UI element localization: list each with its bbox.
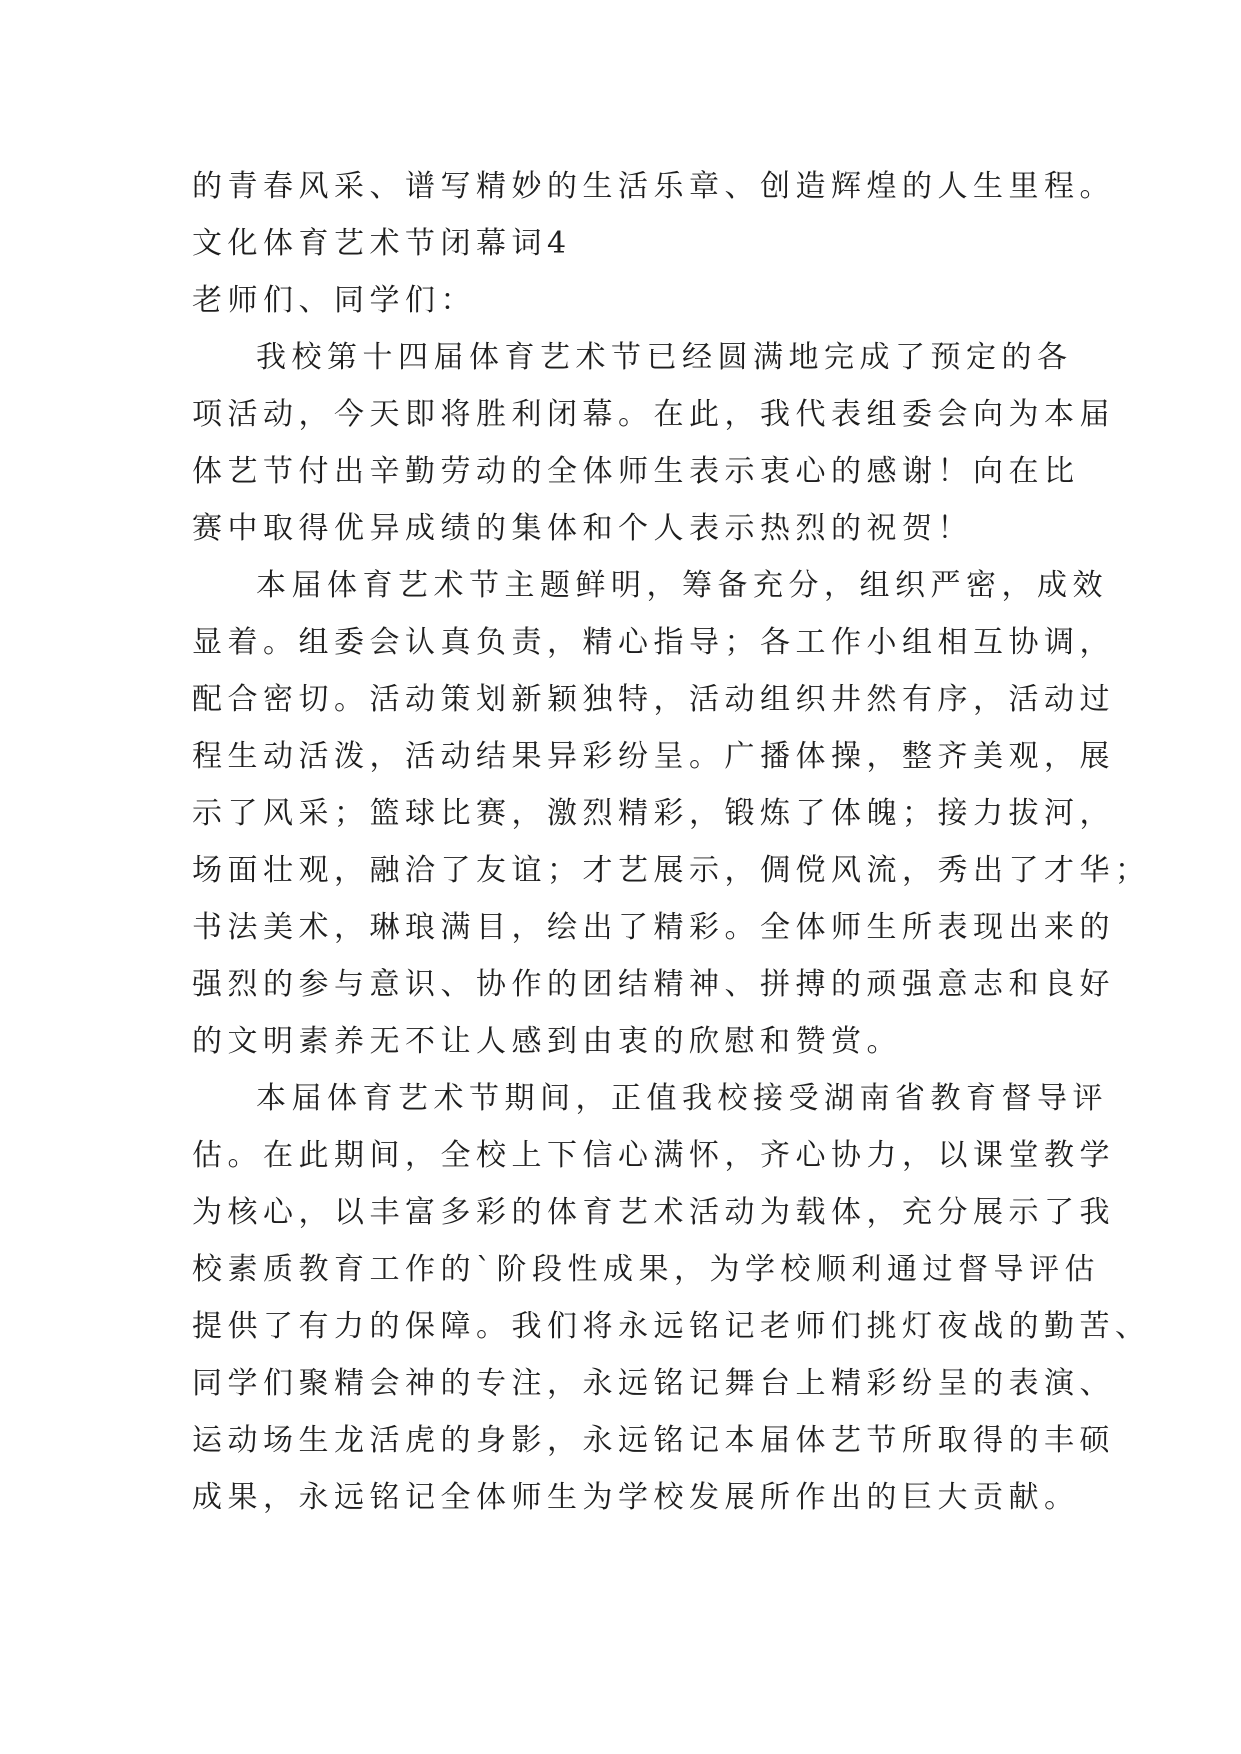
paragraph-line: 我校第十四届体育艺术节已经圆满地完成了预定的各	[256, 340, 1073, 375]
paragraph-line: 配合密切。活动策划新颖独特，活动组织井然有序，活动过	[192, 682, 1115, 717]
paragraph-line: 显着。组委会认真负责，精心指导；各工作小组相互协调，	[192, 625, 1115, 660]
paragraph-line: 估。在此期间，全校上下信心满怀，齐心协力，以课堂教学	[192, 1138, 1115, 1173]
paragraph-line: 赛中取得优异成绩的集体和个人表示热烈的祝贺！	[192, 511, 973, 546]
paragraph-2	[192, 557, 1151, 1070]
paragraph-line: 书法美术，琳琅满目，绘出了精彩。全体师生所表现出来的	[192, 910, 1115, 945]
paragraph-line: 本届体育艺术节主题鲜明，筹备充分，组织严密，成效	[256, 568, 1108, 603]
paragraph-line: 运动场生龙活虎的身影，永远铭记本届体艺节所取得的丰硕	[192, 1423, 1115, 1458]
paragraph-line: 同学们聚精会神的专注，永远铭记舞台上精彩纷呈的表演、	[192, 1366, 1115, 1401]
continuation-line: 的青春风采、谱写精妙的生活乐章、创造辉煌的人生里程。	[192, 169, 1115, 204]
paragraph-line: 项活动，今天即将胜利闭幕。在此，我代表组委会向为本届	[192, 397, 1115, 432]
paragraph-line: 本届体育艺术节期间，正值我校接受湖南省教育督导评	[256, 1081, 1108, 1116]
paragraph-3	[192, 1070, 1151, 1526]
paragraph-line: 程生动活泼，活动结果异彩纷呈。广播体操，整齐美观，展	[192, 739, 1115, 774]
paragraph-line: 场面壮观，融洽了友谊；才艺展示，倜傥风流，秀出了才华；	[192, 853, 1151, 888]
paragraph-line: 强烈的参与意识、协作的团结精神、拼搏的顽强意志和良好	[192, 967, 1115, 1002]
paragraph-line: 提供了有力的保障。我们将永远铭记老师们挑灯夜战的勤苦、	[192, 1309, 1151, 1344]
section-title: 文化体育艺术节闭幕词4	[192, 226, 572, 261]
paragraph-line: 的文明素养无不让人感到由衷的欣慰和赞赏。	[192, 1024, 902, 1059]
paragraph-line: 为核心，以丰富多彩的体育艺术活动为载体，充分展示了我	[192, 1195, 1115, 1230]
paragraph-1	[192, 329, 1115, 557]
paragraph-line: 体艺节付出辛勤劳动的全体师生表示衷心的感谢！向在比	[192, 454, 1080, 489]
salutation: 老师们、同学们：	[192, 283, 476, 318]
paragraph-line: 校素质教育工作的`阶段性成果，为学校顺利通过督导评估	[192, 1252, 1100, 1287]
paragraph-line: 成果，永远铭记全体师生为学校发展所作出的巨大贡献。	[192, 1480, 1080, 1515]
paragraph-line: 示了风采；篮球比赛，激烈精彩，锻炼了体魄；接力拔河，	[192, 796, 1115, 831]
document-body	[192, 158, 1151, 1526]
